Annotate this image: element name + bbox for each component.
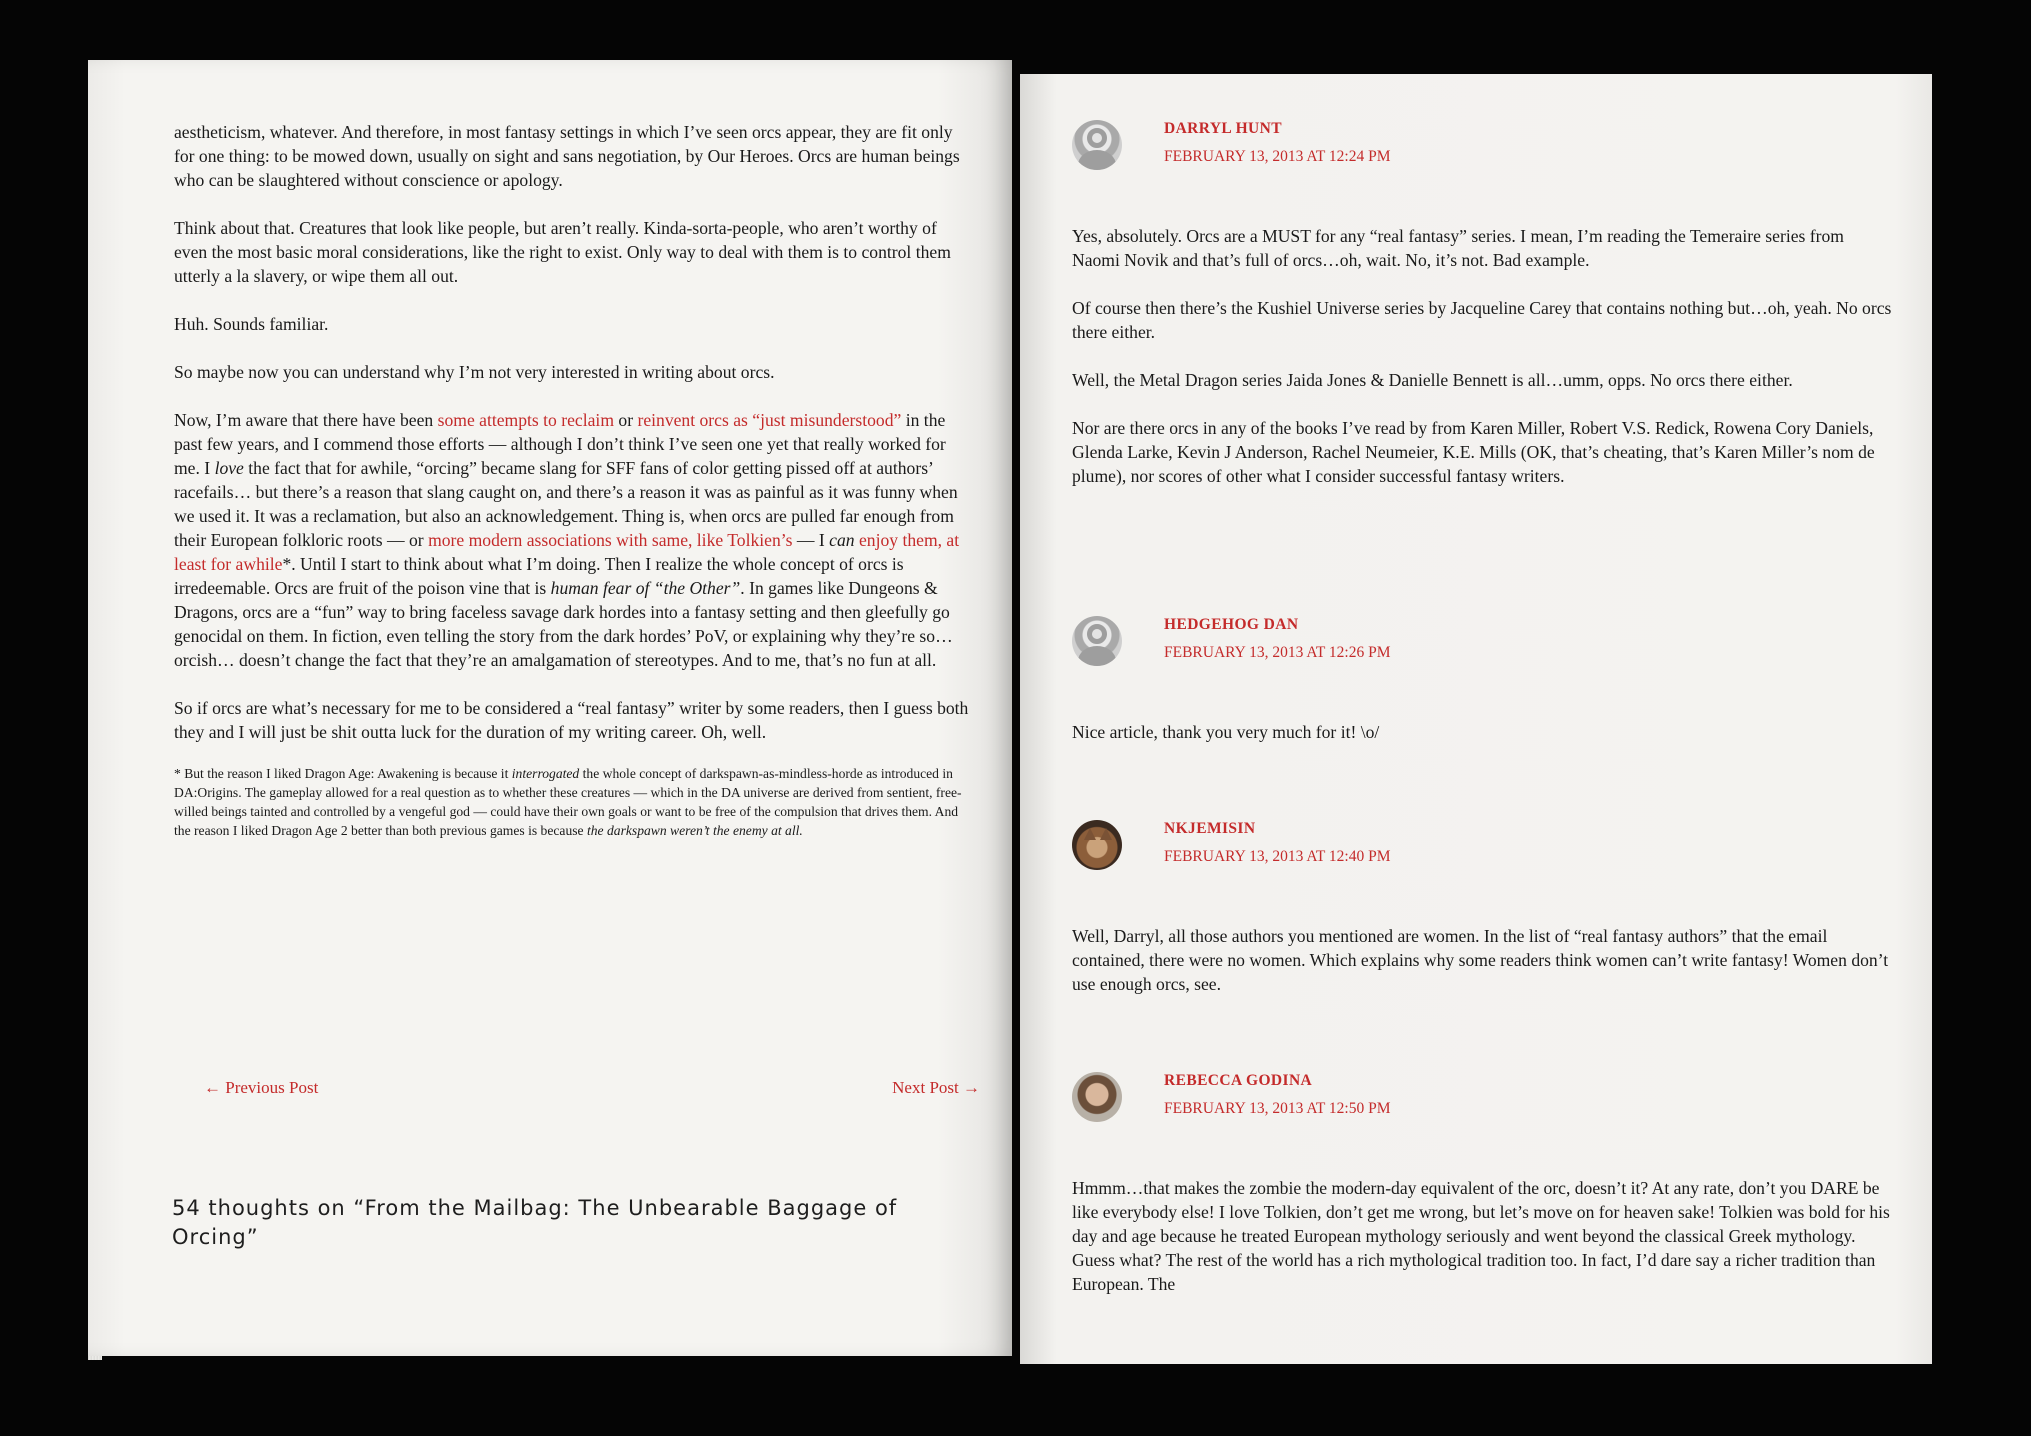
comment-body [1072,224,1892,512]
comment-paragraph: Yes, absolutely. Orcs are a MUST for any “real fantasy” series. I mean, I’m reading the Temeraire series from Naomi Novik and that’s full of orcs…oh, wait. No, it’s not. Bad example. [1072,226,1844,270]
text-run: * But the reason I liked Dragon Age: Awakening is because it [174,766,512,781]
text-run: the fact that for awhile, “orcing” became slang for SFF fans of color getting pissed off at authors’ racefails… but there’s a reason that slang caught on, and there’s a reason it was as painful as it was funny when we used it. It was a reclamation, but also an acknowledgement. Thing is, when orcs are pulled far enough from their European folkloric roots — or [174,458,958,550]
previous-post-link[interactable]: ← Previous Post [204,1078,319,1097]
text-run: or [614,410,638,430]
comment-author[interactable]: DARRYL HUNT [1164,120,1282,137]
emphasis-text: human fear of “the Other” [550,578,741,598]
article-body [174,120,974,854]
comment-date[interactable]: FEBRUARY 13, 2013 AT 12:50 PM [1164,1100,1391,1117]
text-run: — I [792,530,830,550]
comment-date[interactable]: FEBRUARY 13, 2013 AT 12:26 PM [1164,644,1391,661]
comment-author[interactable]: NKJEMISIN [1164,820,1256,837]
comments-heading: 54 thoughts on “From the Mailbag: The Unbearable Baggage of Orcing” [172,1196,898,1249]
article-paragraph [174,216,974,288]
cat-avatar-icon [1072,820,1122,870]
article-paragraph [174,408,974,672]
text-run: *. Until I start to think about what I’m doing. Then I realize the whole concept of orcs is irredeemable. Orcs are fruit of the poison vine that is [174,554,904,598]
text-run: Now, I’m aware that there have been [174,410,438,430]
default-avatar-icon [1072,120,1122,170]
article-link[interactable]: more modern associations with same, like Tolkien’s [428,530,793,550]
emphasis-text: can [829,530,855,550]
article-paragraph [174,696,974,744]
emphasis-text: love [214,458,244,478]
text-run: aestheticism, whatever. And therefore, in most fantasy settings in which I’ve seen orcs appear, they are fit only for one thing: to be mowed down, usually on sight and sans negotiation, by Our Heroes. Orcs are human beings who can be slaughtered without conscience or apology. [174,122,960,190]
text-run: So if orcs are what’s necessary for me to be considered a “real fantasy” writer by some readers, then I guess both they and I will just be shit outta luck for the duration of my writing career. Oh, well. [174,698,969,742]
comment-body [1072,720,1892,768]
comment-paragraph: Of course then there’s the Kushiel Universe series by Jacqueline Carey that contains nothing but…oh, yeah. No orcs there either. [1072,298,1892,342]
comment-paragraph: Hmmm…that makes the zombie the modern-day equivalent of the orc, doesn’t it? At any rate, don’t you DARE be like everybody else! I love Tolkien, don’t get me wrong, but let’s move on for heaven sake! Tolkien was bold for his day and age because he treated European mythology seriously and went beyond the classical Greek mythology. Guess what? The rest of the world has a rich mythological tradition too. In fact, I’d dare say a richer tradition than European. The [1072,1178,1890,1294]
text-run: So maybe now you can understand why I’m not very interested in writing about orcs. [174,362,775,382]
article-paragraph [174,312,974,336]
comment-body [1072,1176,1892,1320]
text-run: Huh. Sounds familiar. [174,314,329,334]
text-run: in the past few years, and I commend those efforts — although I don’t think I’ve seen one yet that really worked for me. I [174,410,946,478]
right-page [1020,74,1932,1364]
text-run: . In games like Dungeons & Dragons, orcs are a “fun” way to bring faceless savage dark hordes into a fantasy setting and then gleefully go genocidal on them. In fiction, even telling the story from the dark hordes’ PoV, or explaining why they’re so… orcish… doesn’t change the fact that they’re an amalgamation of stereotypes. And to me, that’s no fun at all. [174,578,953,670]
comment-author[interactable]: REBECCA GODINA [1164,1072,1313,1089]
article-paragraph [174,360,974,384]
comment-paragraph: Well, the Metal Dragon series Jaida Jones & Danielle Bennett is all…umm, opps. No orcs there either. [1072,370,1793,390]
text-run: Think about that. Creatures that look like people, but aren’t really. Kinda-sorta-people, who aren’t worthy of even the most basic moral considerations, like the right to exist. Only way to deal with them is to control them utterly a la slavery, or wipe them all out. [174,218,951,286]
article-link[interactable]: some attempts to reclaim [437,410,615,430]
comment-paragraph: Nice article, thank you very much for it! \o/ [1072,722,1380,742]
person-avatar-icon [1072,1072,1122,1122]
comment-author[interactable]: HEDGEHOG DAN [1164,616,1299,633]
emphasis-text: the darkspawn weren’t the enemy at all. [586,823,803,838]
default-avatar-icon [1072,616,1122,666]
comment-body [1072,924,1892,1020]
next-post-link[interactable]: Next Post → [892,1078,980,1097]
comment-paragraph: Nor are there orcs in any of the books I’ve read by from Karen Miller, Robert V.S. Redick, Rowena Cory Daniels, Glenda Larke, Kevin J Anderson, Rachel Neumeier, K.E. Mills (OK, that’s cheating, that’s Karen Miller’s nom de plume), nor scores of other what I consider successful fantasy writers. [1072,418,1875,486]
article-paragraph [174,120,974,192]
comment-date[interactable]: FEBRUARY 13, 2013 AT 12:40 PM [1164,848,1391,865]
footnote [174,764,974,840]
article-link[interactable]: enjoy them, at least for awhile [174,530,960,574]
left-page [88,60,1012,1356]
text-run: the whole concept of darkspawn-as-mindless-horde as introduced in DA:Origins. The gameplay allowed for a real question as to whether these creatures — which in the DA universe are derived from sentient, free-willed beings tainted and controlled by a vengeful god — could have their own goals or want to be free of the compulsion that drives them. And the reason I liked Dragon Age 2 better than both previous games is because [174,766,962,838]
emphasis-text: interrogated [511,766,580,781]
comment-paragraph: Well, Darryl, all those authors you mentioned are women. In the list of “real fantasy authors” that the email contained, there were no women. Which explains why some readers think women can’t write fantasy! Women don’t use enough orcs, see. [1072,926,1889,994]
comment-date[interactable]: FEBRUARY 13, 2013 AT 12:24 PM [1164,148,1391,165]
article-link[interactable]: reinvent orcs as “just misunderstood” [637,410,902,430]
